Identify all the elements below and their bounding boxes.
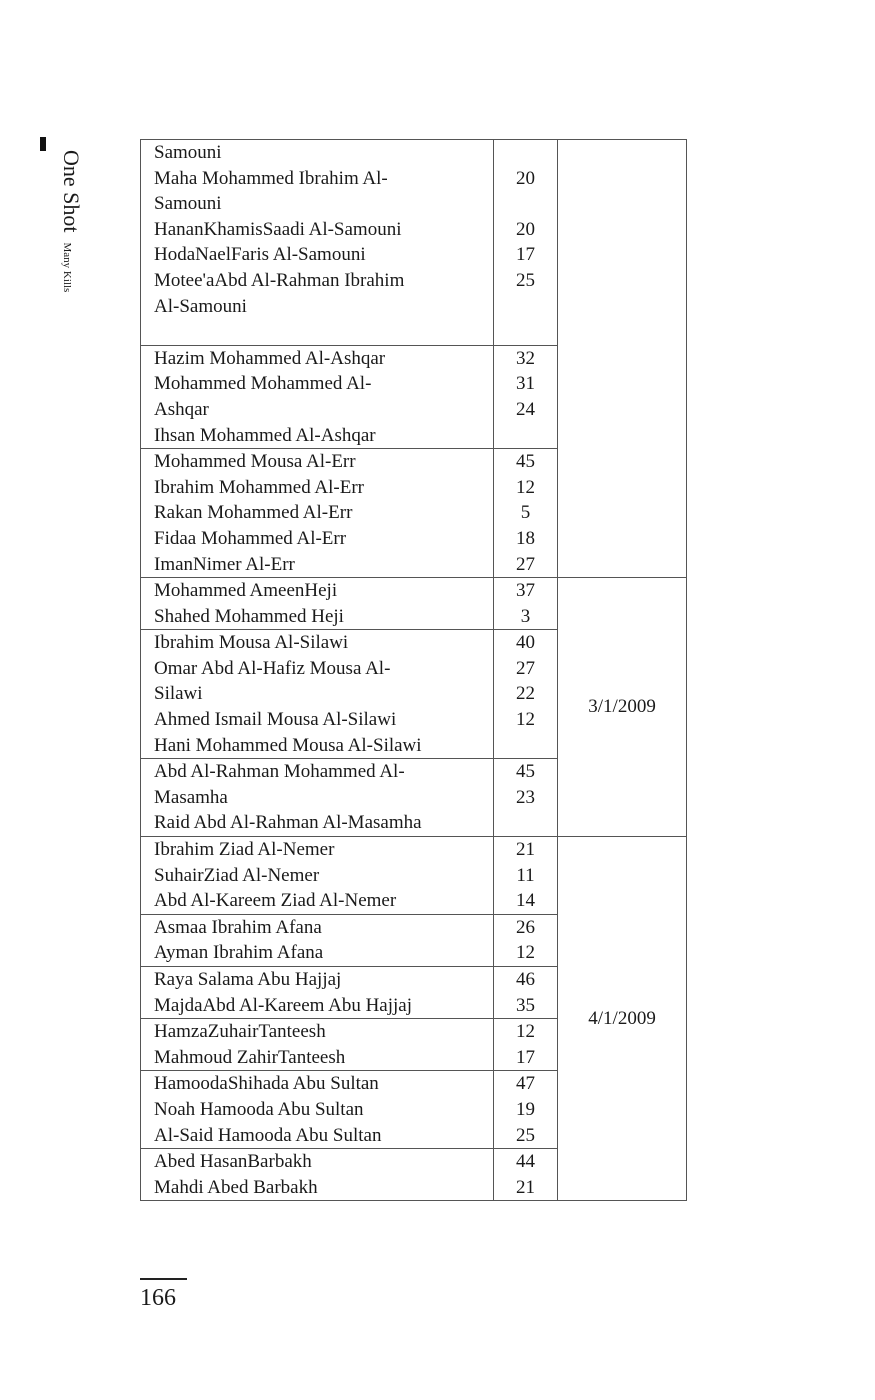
names-cell bbox=[141, 914, 494, 966]
victim-name: Silawi bbox=[154, 683, 203, 705]
victim-name: Mohammed AmeenHeji bbox=[154, 580, 338, 602]
ages-cell bbox=[493, 1149, 557, 1201]
victim-name: Noah Hamooda Abu Sultan bbox=[154, 1098, 364, 1120]
ages-cell bbox=[493, 914, 557, 966]
names-cell bbox=[141, 967, 494, 1019]
names-cell bbox=[141, 630, 494, 759]
victim-age: 21 bbox=[516, 1176, 536, 1198]
victim-age: 20 bbox=[516, 218, 536, 240]
victim-name: Al-Samouni bbox=[154, 295, 247, 317]
victim-age: 27 bbox=[516, 553, 536, 575]
victim-name: Abd Al-Rahman Mohammed Al- bbox=[154, 761, 405, 783]
victim-age: 24 bbox=[516, 398, 536, 420]
victim-name: ImanNimer Al-Err bbox=[154, 553, 295, 575]
names-cell bbox=[141, 1019, 494, 1071]
victim-name: Rakan Mohammed Al-Err bbox=[154, 502, 353, 524]
victim-name: Mahdi Abed Barbakh bbox=[154, 1176, 318, 1198]
ages-cell bbox=[493, 837, 557, 915]
date-cell bbox=[558, 140, 687, 578]
victim-age: 45 bbox=[516, 451, 536, 473]
victim-name: SuhairZiad Al-Nemer bbox=[154, 864, 320, 886]
ages-cell bbox=[493, 140, 557, 346]
victim-name: Abed HasanBarbakh bbox=[154, 1151, 312, 1173]
victim-age: 27 bbox=[516, 657, 536, 679]
date-cell: 3/1/2009 bbox=[558, 578, 687, 837]
victim-age: 20 bbox=[516, 167, 536, 189]
victim-age: 17 bbox=[516, 1046, 536, 1068]
victim-age: 37 bbox=[516, 580, 536, 602]
victim-age: 12 bbox=[516, 476, 536, 498]
ages-cell bbox=[493, 449, 557, 578]
victim-age bbox=[494, 140, 557, 166]
victim-age: 25 bbox=[516, 1124, 536, 1146]
victim-name: Fidaa Mohammed Al-Err bbox=[154, 527, 347, 549]
victim-age: 12 bbox=[516, 942, 536, 964]
victim-name: Samouni bbox=[154, 142, 222, 163]
victim-age: 12 bbox=[516, 1021, 536, 1043]
ages-cell bbox=[493, 967, 557, 1019]
victim-name: Ashqar bbox=[154, 398, 209, 420]
names-cell bbox=[141, 837, 494, 915]
victim-age: 26 bbox=[516, 916, 536, 938]
victim-age: 19 bbox=[516, 1098, 536, 1120]
running-header bbox=[58, 150, 84, 292]
victim-name: Mohammed Mohammed Al- bbox=[154, 373, 372, 395]
running-header-subtitle: Many Kills bbox=[61, 242, 73, 293]
victim-name: HamoodaShihada Abu Sultan bbox=[154, 1073, 379, 1095]
victim-name: Al-Said Hamooda Abu Sultan bbox=[154, 1124, 382, 1146]
ages-cell bbox=[493, 630, 557, 759]
victim-name: Samouni bbox=[154, 193, 222, 215]
victim-name: Mohammed Mousa Al-Err bbox=[154, 451, 356, 473]
victim-age: 32 bbox=[516, 347, 536, 369]
victim-age: 5 bbox=[520, 502, 531, 524]
victim-age: 46 bbox=[516, 969, 536, 990]
victim-age: 23 bbox=[516, 786, 536, 808]
table-row bbox=[141, 837, 687, 915]
victim-name: Shahed Mohammed Heji bbox=[154, 605, 344, 627]
victim-name: Ihsan Mohammed Al-Ashqar bbox=[154, 424, 376, 446]
victim-age: 47 bbox=[516, 1073, 536, 1095]
victim-age: 21 bbox=[516, 839, 536, 861]
victim-name bbox=[154, 319, 493, 345]
victim-name: Raya Salama Abu Hajjaj bbox=[154, 969, 342, 990]
victim-name: HamzaZuhairTanteesh bbox=[154, 1021, 326, 1043]
victim-age bbox=[494, 423, 557, 449]
victim-age: 44 bbox=[516, 1151, 536, 1173]
victim-name: Ibrahim Mohammed Al-Err bbox=[154, 476, 365, 498]
victim-age: 12 bbox=[516, 709, 536, 731]
victim-name: Raid Abd Al-Rahman Al-Masamha bbox=[154, 812, 422, 834]
running-header-marker bbox=[40, 137, 46, 151]
victim-age: 11 bbox=[516, 864, 535, 886]
victim-name: MajdaAbd Al-Kareem Abu Hajjaj bbox=[154, 994, 413, 1016]
footer-rule bbox=[140, 1278, 187, 1280]
victim-name: Masamha bbox=[154, 786, 228, 808]
victim-name: Hani Mohammed Mousa Al-Silawi bbox=[154, 734, 422, 756]
victim-age: 31 bbox=[516, 373, 536, 395]
table-row bbox=[141, 578, 687, 630]
date-cell: 4/1/2009 bbox=[558, 837, 687, 1201]
victim-name: Motee'aAbd Al-Rahman Ibrahim bbox=[154, 269, 405, 291]
victim-name: Mahmoud ZahirTanteesh bbox=[154, 1046, 346, 1068]
names-cell bbox=[141, 449, 494, 578]
running-header-title: One Shot bbox=[59, 150, 84, 233]
ages-cell bbox=[493, 1019, 557, 1071]
victim-age bbox=[494, 810, 557, 836]
ages-cell bbox=[493, 759, 557, 837]
victim-age bbox=[494, 294, 557, 320]
victim-name: Ahmed Ismail Mousa Al-Silawi bbox=[154, 709, 397, 731]
ages-cell bbox=[493, 1071, 557, 1149]
names-cell bbox=[141, 1149, 494, 1201]
victims-table bbox=[140, 139, 687, 1201]
victim-name: HodaNaelFaris Al-Samouni bbox=[154, 244, 366, 266]
victims-table-body bbox=[141, 140, 687, 1201]
victim-age: 25 bbox=[516, 269, 536, 291]
victim-age: 3 bbox=[520, 605, 531, 627]
victim-age: 14 bbox=[516, 890, 536, 912]
ages-cell bbox=[493, 345, 557, 448]
victim-name: Omar Abd Al-Hafiz Mousa Al- bbox=[154, 657, 391, 679]
victim-age bbox=[494, 319, 557, 345]
victim-name: Ibrahim Ziad Al-Nemer bbox=[154, 839, 335, 861]
victim-name: Ayman Ibrahim Afana bbox=[154, 942, 324, 964]
victim-age: 18 bbox=[516, 527, 536, 549]
ages-cell bbox=[493, 578, 557, 630]
names-cell bbox=[141, 1071, 494, 1149]
victim-age: 17 bbox=[516, 244, 536, 266]
page-number: 166 bbox=[140, 1285, 176, 1311]
victim-name: Hazim Mohammed Al-Ashqar bbox=[154, 347, 386, 369]
victim-name: Maha Mohammed Ibrahim Al- bbox=[154, 167, 388, 189]
victim-age: 40 bbox=[516, 632, 536, 654]
table-row bbox=[141, 140, 687, 346]
victim-age bbox=[494, 191, 557, 217]
victim-age bbox=[494, 733, 557, 759]
names-cell bbox=[141, 140, 494, 346]
names-cell bbox=[141, 578, 494, 630]
victim-name: Asmaa Ibrahim Afana bbox=[154, 916, 322, 938]
names-cell bbox=[141, 759, 494, 837]
victim-name: Abd Al-Kareem Ziad Al-Nemer bbox=[154, 890, 397, 912]
victim-age: 22 bbox=[516, 683, 536, 705]
names-cell bbox=[141, 345, 494, 448]
victim-age: 45 bbox=[516, 761, 536, 783]
victim-name: HananKhamisSaadi Al-Samouni bbox=[154, 218, 402, 240]
victim-name: Ibrahim Mousa Al-Silawi bbox=[154, 632, 349, 654]
victim-age: 35 bbox=[516, 994, 536, 1016]
